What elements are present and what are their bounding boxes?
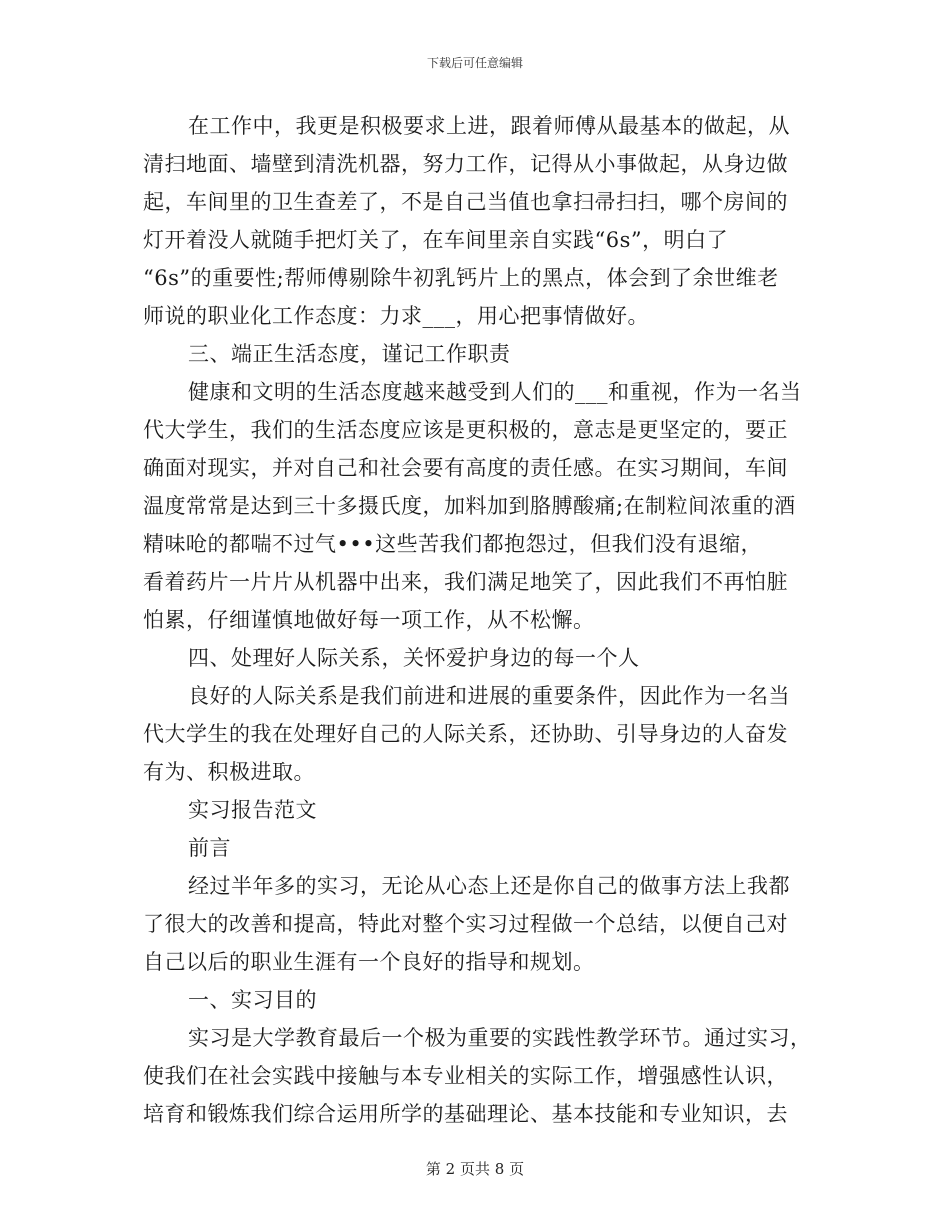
document-title: 实习报告范文 <box>188 798 317 822</box>
page-header: 下载后可任意编辑 <box>426 56 523 70</box>
text-line: 起，车间里的卫生查差了，不是自己当值也拿扫帚扫扫，哪个房间的 <box>143 190 788 214</box>
text-line: 清扫地面、墙壁到清洗机器，努力工作，记得从小事做起，从身边做 <box>143 152 788 176</box>
text-line: 良好的人际关系是我们前进和进展的重要条件，因此作为一名当 <box>188 684 790 708</box>
document-body <box>143 110 812 1130</box>
page-footer: 第 2 页共 8 页 <box>425 1160 525 1178</box>
text-line: 怕累，仔细谨慎地做好每一项工作，从不松懈。 <box>143 608 595 632</box>
text-line: 健康和文明的生活态度越来越受到人们的___和重视，作为一名当 <box>188 380 802 404</box>
section-heading: 前言 <box>188 836 231 860</box>
text-line: 确面对现实，并对自己和社会要有高度的责任感。在实习期间，车间 <box>143 456 788 480</box>
text-line: 自己以后的职业生涯有一个良好的指导和规划。 <box>143 950 595 974</box>
text-line: 代大学生，我们的生活态度应该是更积极的，意志是更坚定的，要正 <box>143 418 788 442</box>
text-line: 师说的职业化工作态度：力求___，用心把事情做好。 <box>143 304 649 328</box>
text-line: 看着药片一片片从机器中出来，我们满足地笑了，因此我们不再怕脏 <box>143 570 788 594</box>
text-line: 灯开着没人就随手把灯关了，在车间里亲自实践“6s”，明白了 <box>143 228 729 252</box>
section-heading: 一、实习目的 <box>188 988 317 1012</box>
text-line: 代大学生的我在处理好自己的人际关系，还协助、引导身边的人奋发 <box>143 722 788 746</box>
text-line: 在工作中，我更是积极要求上进，跟着师傅从最基本的做起，从 <box>188 114 790 138</box>
text-line: 了很大的改善和提高，特此对整个实习过程做一个总结，以便自己对 <box>143 912 788 936</box>
section-heading: 三、端正生活态度，谨记工作职责 <box>188 342 511 366</box>
text-line: 温度常常是达到三十多摄氏度，加料加到胳膊酸痛;在制粒间浓重的酒 <box>143 494 796 518</box>
text-line: 使我们在社会实践中接触与本专业相关的实际工作，增强感性认识， <box>143 1064 788 1088</box>
section-heading: 四、处理好人际关系，关怀爱护身边的每一个人 <box>188 646 640 670</box>
text-line: 精味呛的都喘不过气•••这些苦我们都抱怨过，但我们没有退缩， <box>143 532 763 556</box>
text-line: 实习是大学教育最后一个极为重要的实践性教学环节。通过实习， <box>188 1026 812 1050</box>
text-line: 有为、积极进取。 <box>143 760 315 784</box>
text-line: “6s”的重要性;帮师傅剔除牛初乳钙片上的黑点，体会到了余世维老 <box>143 266 779 290</box>
text-line: 培育和锻炼我们综合运用所学的基础理论、基本技能和专业知识，去 <box>143 1102 788 1126</box>
text-line: 经过半年多的实习，无论从心态上还是你自己的做事方法上我都 <box>188 874 790 898</box>
